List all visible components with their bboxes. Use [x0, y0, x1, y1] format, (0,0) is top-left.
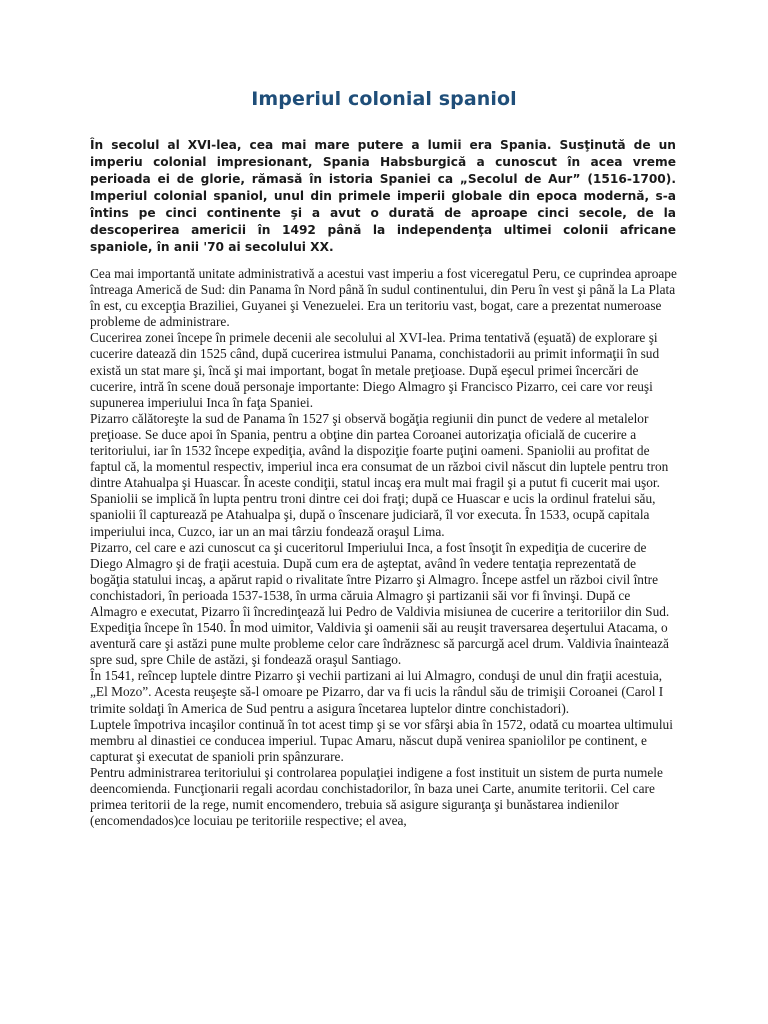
body-paragraph: Pizarro, cel care e azi cunoscut ca şi cuceritorul Imperiului Inca, a fost însoţit în expediţia de cucerire de Diego Almagro şi de fraţii acestuia. După cum era de aşteptat, având în vedere tentaţia reprezentată de bogăţia statului incaş, a apărut rapid o rivalitate între Pizarro şi Almagro. Începe astfel un război civil între conchistadori, în perioada 1537-1538, în urma căruia Almagro şi partizanii săi vor fi învinşi. După ce Almagro e executat, Pizarro îi încredinţează lui Pedro de Valdivia misiunea de cucerire a teritoriilor din Sud. Expediţia începe în 1540. În mod uimitor, Valdivia şi oamenii săi au reuşit traversarea deşertului Atacama, o aventură care şi astăzi pune multe probleme celor care îndrăznesc să parcurgă acel drum. Valdivia înaintează spre sud, spre Chile de astăzi, şi fondează oraşul Santiago. [90, 539, 670, 668]
document-title: Imperiul colonial spaniol [251, 88, 517, 110]
body-text [90, 266, 677, 829]
body-paragraph: Pizarro călătoreşte la sud de Panama în 1527 şi observă bogăţia regiunii din punct de vedere al metalelor preţioase. Se duce apoi în Spania, pentru a obţine din partea Coroanei autorizaţia oficială de cucerire a teritoriului, iar în 1532 începe expediţia, având la dispoziţie foarte puţini oameni. Spaniolii au profitat de faptul că, la momentul respectiv, imperiul inca era consumat de un război civil născut din luptele pentru tron dintre Atahualpa şi Huascar. În aceste condiţii, statul incaş era mult mai fragil şi a putut fi cucerit mai uşor. Spaniolii se implică în lupta pentru troni dintre cei doi fraţi; după ce Huascar e ucis la ordinul fratelui său, spaniolii îl capturează pe Atahualpa şi, după o înscenare judiciară, îl vor executa. În 1533, ocupă capitala imperiului inca, Cuzco, iar un an mai târziu fondează oraşul Lima. [90, 410, 669, 539]
body-paragraph: Cea mai importantă unitate administrativă a acestui vast imperiu a fost viceregatul Peru, ce cuprindea aproape întreaga Americă de Sud: din Panama în Nord până în sudul continentului, din Peru în vest şi până la La Plata în est, cu excepţia Braziliei, Guyanei şi Venezuelei. Era un teritoriu vast, bogat, care a prezentat numeroase probleme de administrare. [90, 266, 677, 330]
intro-paragraph: În secolul al XVI-lea, cea mai mare putere a lumii era Spania. Susţinută de un imperiu colonial impresionant, Spania Habsburgică a cunoscut în acea vreme perioada ei de glorie, rămasă în istoria Spaniei ca „Secolul de Aur” (1516-1700). Imperiul colonial spaniol, unul din primele imperii globale din epoca modernă, s-a întins pe cinci continente şi a avut o durată de aproape cinci secole, de la descoperirea americii în 1492 până la independenţa ultimei colonii africane spaniole, în anii '70 ai secolului XX. [90, 138, 676, 254]
body-paragraph: Luptele împotriva incaşilor continuă în tot acest timp şi se vor sfârşi abia în 1572, odată cu moartea ultimului membru al dinastiei ce conducea imperiul. Tupac Amaru, născut după venirea spaniolilor pe continent, e capturat şi executat de spanioli prin spânzurare. [90, 716, 673, 764]
body-paragraph: Cucerirea zonei începe în primele decenii ale secolului al XVI-lea. Prima tentativă (eşuată) de explorare şi cucerire datează din 1525 când, după cucerirea istmului Panama, conchistadorii au primit informaţii în sud există un stat mare şi, încă şi mai important, bogat în metale preţioase. După eşecul primei încercări de cucerire, intră în scene două personaje importante: Diego Almagro şi Francisco Pizarro, cei care vor reuşi supunerea imperiului Inca în faţa Spaniei. [90, 330, 660, 410]
body-paragraph: În 1541, reîncep luptele dintre Pizarro şi vechii partizani ai lui Almagro, conduşi de unul din fraţii acestuia, „El Mozo”. Acesta reuşeşte să-l omoare pe Pizarro, dar va fi ucis la rândul său de trimişii Coroanei (Carol I trimite soldaţi în America de Sud pentru a asigura încetarea luptelor dintre conchistadori). [90, 668, 664, 716]
body-paragraph: Pentru administrarea teritoriului şi controlarea populaţiei indigene a fost instituit un sistem de purta numele deencomienda. Funcţionarii regali acordau conchistadorilor, în baza unei Carte, anumite teritorii. Cel care primea teritorii de la rege, numit encomendero, trebuia să asigure siguranţa şi bunăstarea indienilor (encomendados)ce locuiau pe teritoriile respective; el avea, [90, 764, 663, 829]
